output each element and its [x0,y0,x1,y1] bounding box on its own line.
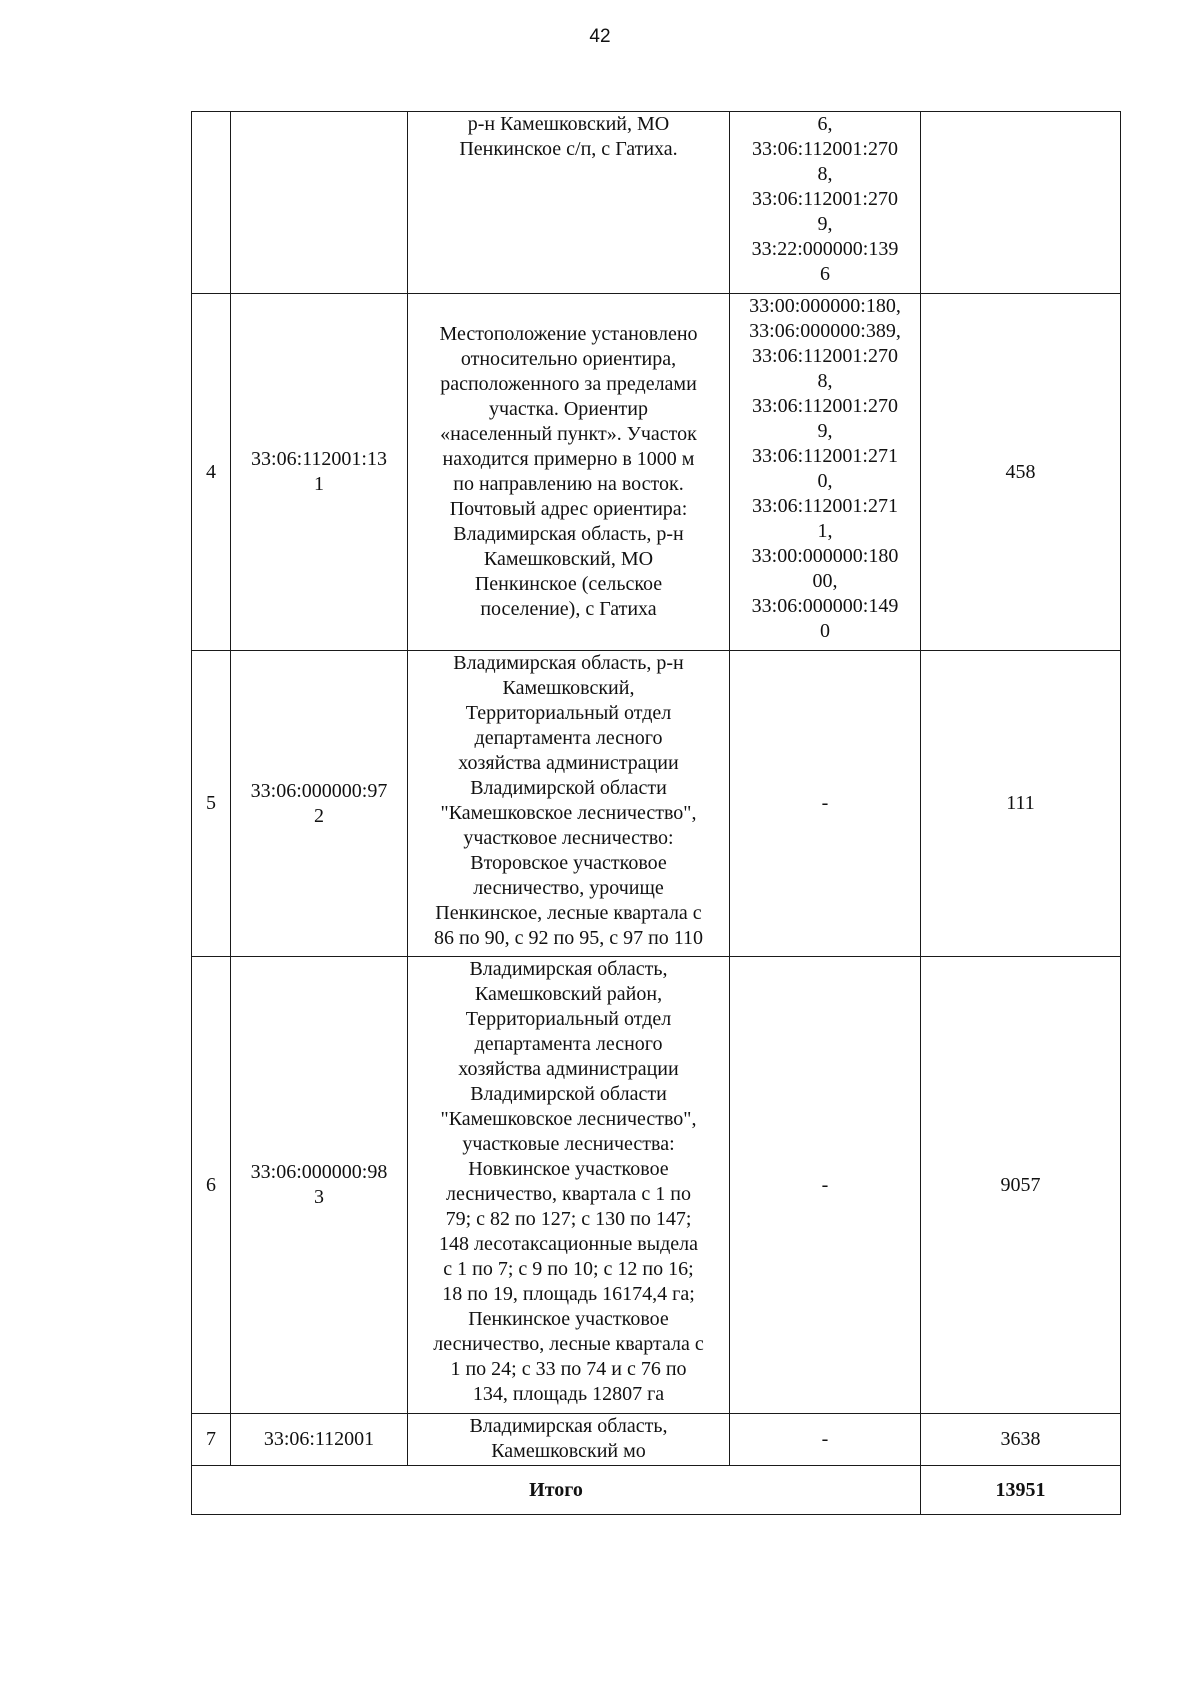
row-number: 4 [192,294,231,651]
plot-address: Местоположение установлено относительно ориентира, расположенного за пределами участка. Ориентир «населенный пункт». Участок находится примерно в 1000 м по направлению на восток. Почтовый адрес ориентира: Владимирская область, р-н Камешковский, МО Пенкинское (сельское поселение), с Гатиха [408,294,730,651]
table-row [192,112,1121,294]
total-value: 13951 [921,1466,1121,1515]
plot-area: 3638 [921,1414,1121,1466]
total-row [192,1466,1121,1515]
table-row [192,651,1121,957]
row-number: 7 [192,1414,231,1466]
plot-area: 9057 [921,957,1121,1414]
plot-area: 458 [921,294,1121,651]
cadastral-number: 33:06:000000:98 3 [231,957,408,1414]
cadastral-number: 33:06:000000:97 2 [231,651,408,957]
row-number: 6 [192,957,231,1414]
table-row [192,957,1121,1414]
total-label: Итого [192,1466,921,1515]
table-row [192,1414,1121,1466]
page-number: 42 [589,26,611,47]
adjacent-plots: - [730,1414,921,1466]
plot-area [921,112,1121,294]
row-number [192,112,231,294]
adjacent-plots: - [730,957,921,1414]
cadastral-number: 33:06:112001:13 1 [231,294,408,651]
plot-address: Владимирская область, Камешковский район, Территориальный отдел департамента лесного хозяйства администрации Владимирской области "Камешковское лесничество", участковые лесничества: Новкинское участковое лесничество, квартала с 1 по 79; с 82 по 127; с 130 по 147; 148 лесотаксационные выдела с 1 по 7; с 9 по 10; с 12 по 16; 18 по 19, площадь 16174,4 га; Пенкинское участковое лесничество, лесные квартала с 1 по 24; с 33 по 74 и с 76 по 134, площадь 12807 га [408,957,730,1414]
plot-address: Владимирская область, Камешковский мо [408,1414,730,1466]
cadastral-number [231,112,408,294]
cadastral-number: 33:06:112001 [231,1414,408,1466]
plot-area: 111 [921,651,1121,957]
plot-address: Владимирская область, р-н Камешковский, Территориальный отдел департамента лесного хозяйства администрации Владимирской области "Камешковское лесничество", участковое лесничество: Второвское участковое лесничество, урочище Пенкинское, лесные квартала с 86 по 90, с 92 по 95, с 97 по 110 [408,651,730,957]
plot-address: р-н Камешковский, МО Пенкинское с/п, с Гатиха. [408,112,730,294]
row-number: 5 [192,651,231,957]
table-row [192,294,1121,651]
land-plots-table [191,111,1121,1515]
adjacent-plots: 6, 33:06:112001:270 8, 33:06:112001:270 9, 33:22:000000:139 6 [730,112,921,294]
adjacent-plots: - [730,651,921,957]
adjacent-plots: 33:00:000000:180, 33:06:000000:389, 33:06:112001:270 8, 33:06:112001:270 9, 33:06:112001:271 0, 33:06:112001:271 1, 33:00:000000:180 00, 33:06:000000:149 0 [730,294,921,651]
